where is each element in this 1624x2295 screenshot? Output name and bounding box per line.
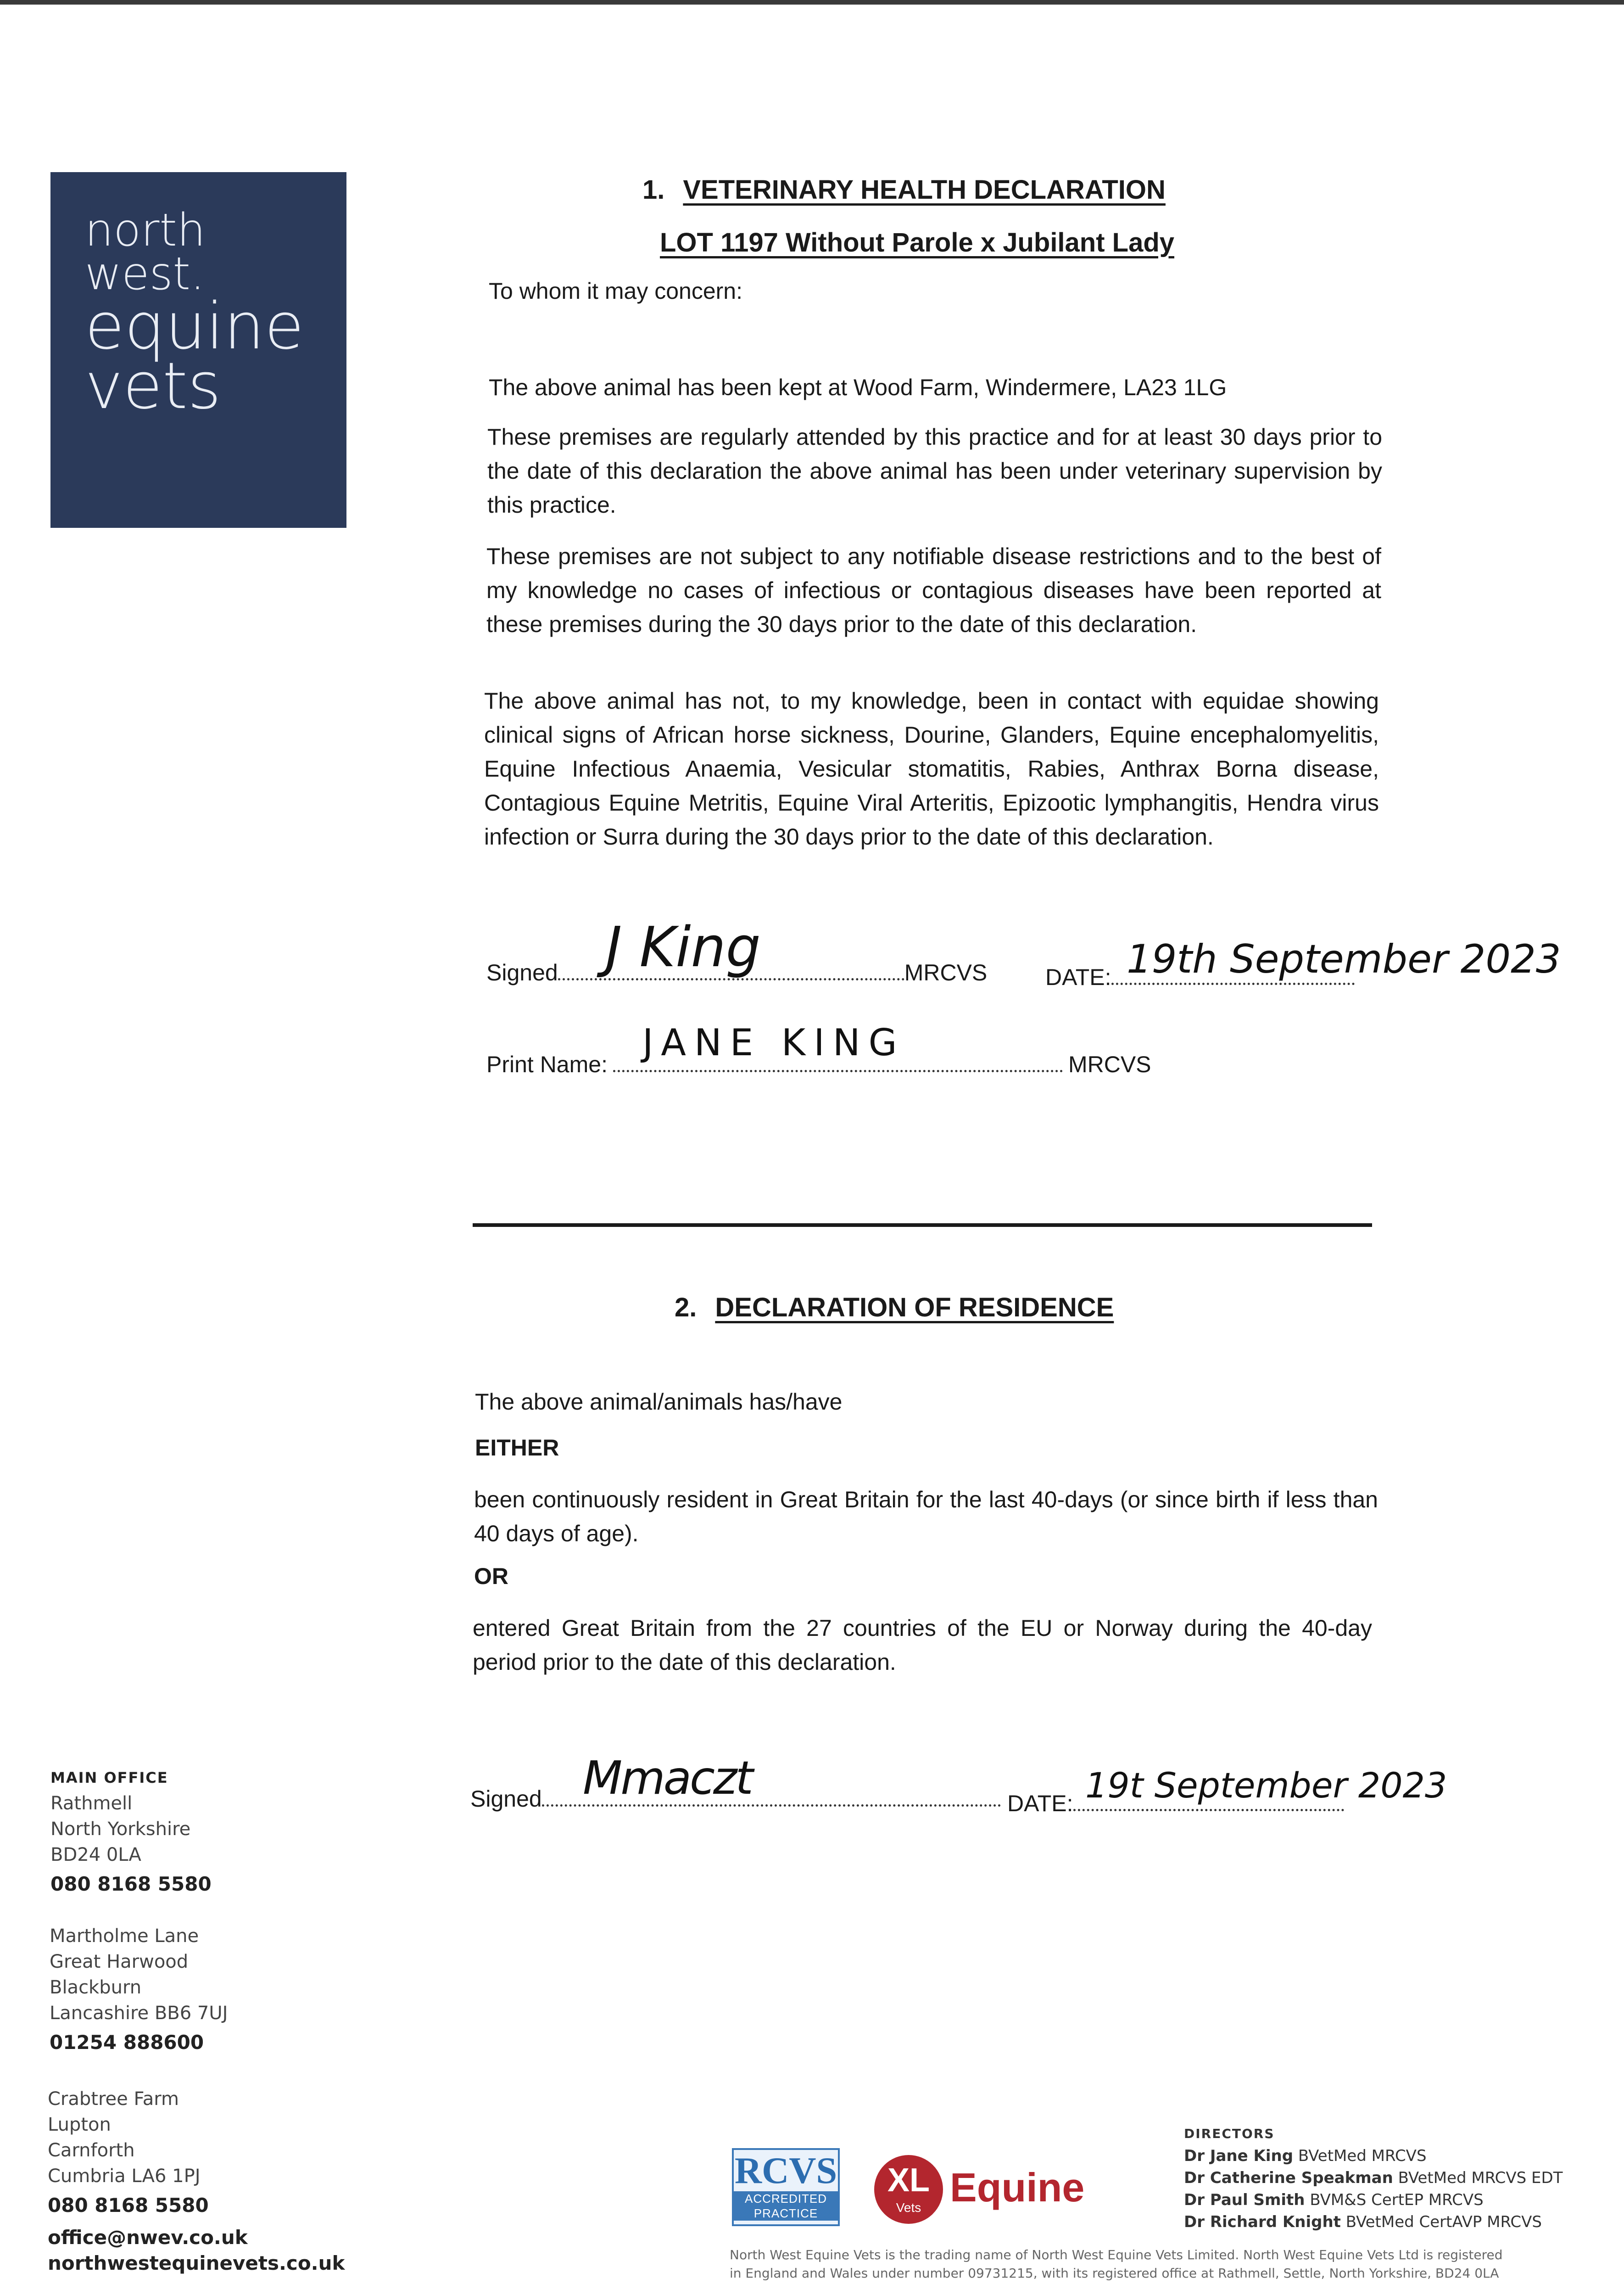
email-link[interactable]: office@nwev.co.uk (48, 2226, 248, 2249)
print-name-mrcvs-label: MRCVS (1068, 1052, 1151, 1077)
xl-equine-wordmark: Equine (950, 2165, 1085, 2210)
directors-block (1184, 2123, 1563, 2233)
section-divider (473, 1223, 1372, 1227)
director-entry: Dr Paul Smith BVM&S CertEP MRCVS (1184, 2191, 1484, 2209)
xl-logo-text: XL (887, 2162, 930, 2199)
date-dotted-line-2 (1073, 1809, 1344, 1811)
owner-signature: Mmaczt (583, 1751, 752, 1805)
office3-line: Crabtree Farm (48, 2088, 179, 2110)
main-office-title: MAIN OFFICE (50, 1769, 168, 1786)
rcvs-logo-text: RCVS (734, 2149, 837, 2191)
office3-line: Carnforth (48, 2140, 135, 2161)
office2-line: Martholme Lane (50, 1926, 199, 1947)
residence-option-2: entered Great Britain from the 27 countries of the EU or Norway during the 40-day period prior to the date of this declaration. (473, 1615, 1372, 1675)
salutation: To whom it may concern: (489, 278, 742, 304)
office1-line: BD24 0LA (50, 1844, 141, 1865)
signed-label: Signed (486, 960, 558, 985)
rcvs-practice-text: PRACTICE (734, 2206, 838, 2221)
section1-subtitle (660, 227, 1174, 258)
main-office-block (50, 1765, 212, 1897)
rcvs-accredited-text: ACCREDITED (734, 2191, 838, 2206)
director-entry: Dr Richard Knight BVetMed CertAVP MRCVS (1184, 2213, 1542, 2231)
or-label: OR (474, 1563, 508, 1589)
section1-number: 1. (642, 175, 665, 205)
handwritten-date-1: 19th September 2023 (1127, 936, 1561, 982)
declaration-paragraph-3: These premises are not subject to any notifiable disease restrictions and to the best of my knowledge no cases of infectious or contagious diseases have been reported at these premises during the 30 days prior to the date of this declaration. (486, 543, 1381, 637)
office2-line: Great Harwood (50, 1951, 189, 1972)
office3-line: Cumbria LA6 1PJ (48, 2166, 201, 2187)
office1-line: Rathmell (50, 1793, 133, 1814)
section2-title: DECLARATION OF RESIDENCE (715, 1293, 1114, 1322)
section1-title: VETERINARY HEALTH DECLARATION (683, 175, 1166, 205)
either-label: EITHER (475, 1435, 559, 1461)
xl-vets-logo (874, 2155, 943, 2224)
top-edge-rule (0, 0, 1624, 5)
office2-line: Blackburn (50, 1977, 142, 1998)
print-name-dotted-line (613, 1070, 1063, 1072)
company-registration-note (730, 2246, 1503, 2283)
rcvs-accredited-logo (732, 2148, 840, 2226)
director-entry: Dr Catherine Speakman BVetMed MRCVS EDT (1184, 2169, 1563, 2187)
office2-line: Lancashire BB6 7UJ (50, 2003, 228, 2024)
office3-line: Lupton (48, 2114, 111, 2135)
handwritten-print-name: JANE KING (642, 1021, 905, 1064)
logo-text-equine: equine (85, 289, 304, 364)
lot-title: LOT 1197 Without Parole x Jubilant Lady (660, 228, 1175, 257)
section1-heading (642, 174, 1166, 205)
office1-phone: 080 8168 5580 (50, 1873, 212, 1895)
website-link[interactable]: northwestequinevets.co.uk (48, 2252, 345, 2274)
directors-title: DIRECTORS (1184, 2126, 1275, 2141)
signed-label-2: Signed (470, 1786, 542, 1812)
declaration-paragraph-4: The above animal has not, to my knowledge, been in contact with equidae showing clinical signs of African horse sickness, Dourine, Glanders, Equine encephalomyelitis, Equine Infectious Anaemia, Vesicular stomatitis, Rabies, Anthrax Borna disease, Contagious Equine Metritis, Equine Viral Arteritis, Epizootic lymphangitis, Hendra virus infection or Surra during the 30 days prior to the date of this declaration. (484, 688, 1379, 850)
vet-signature: J King (606, 916, 761, 980)
residence-option-1: been continuously resident in Great Britain for the last 40-days (or since birth if less than 40 days of age). (474, 1487, 1378, 1546)
declaration-paragraph-2: These premises are regularly attended by this practice and for at least 30 days prior to the date of this declaration the above animal has been under veterinary supervision by this practice. (487, 424, 1382, 518)
footnote-line-1: North West Equine Vets is the trading name of North West Equine Vets Limited. North West Equine Vets Ltd is registered (730, 2247, 1503, 2262)
office2-phone: 01254 888600 (50, 2031, 204, 2054)
logo-text-vets: vets (85, 349, 221, 424)
office3-phone: 080 8168 5580 (48, 2194, 209, 2217)
mrcvs-label: MRCVS (904, 960, 988, 985)
print-name-label: Print Name: (486, 1052, 608, 1077)
logo-text-north: north (85, 204, 206, 257)
date-dotted-line (1111, 983, 1355, 985)
residence-intro: The above animal/animals has/have (475, 1389, 843, 1415)
office2-block (50, 1923, 228, 2055)
section2-heading (675, 1292, 1114, 1323)
declaration-paragraph-1: The above animal has been kept at Wood Farm, Windermere, LA23 1LG (489, 375, 1227, 400)
office3-block (48, 2086, 345, 2276)
section2-number: 2. (675, 1293, 697, 1322)
handwritten-date-2: 19t September 2023 (1085, 1765, 1447, 1806)
xl-vets-text: Vets (896, 2200, 921, 2215)
date-label: DATE: (1045, 964, 1111, 990)
footnote-line-2: in England and Wales under number 09731215, with its registered office at Rathmell, Settle, North Yorkshire, BD24 0LA (730, 2266, 1499, 2281)
director-entry: Dr Jane King BVetMed MRCVS (1184, 2147, 1427, 2165)
date-label-2: DATE: (1007, 1791, 1073, 1816)
logo-text-west: west. (85, 248, 205, 300)
office1-line: North Yorkshire (50, 1819, 191, 1840)
practice-logo (50, 172, 346, 528)
